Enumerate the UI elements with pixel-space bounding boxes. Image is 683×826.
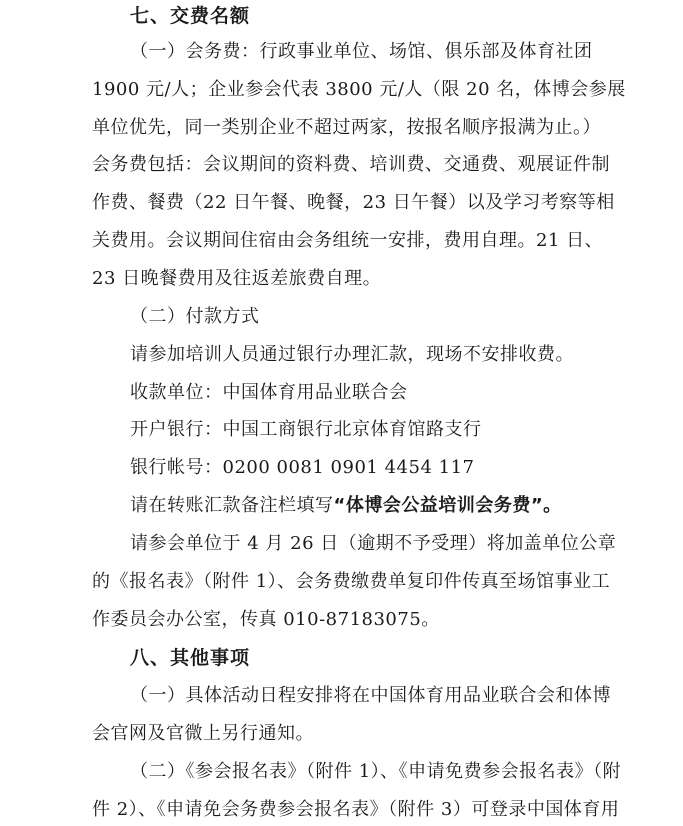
section-8-heading: 八、其他事项 [130, 647, 251, 669]
deadline-line-3: 作委员会办公室，传真 010-87183075。 [92, 609, 440, 630]
payment-line-1: 请参加培训人员通过银行办理汇款，现场不安排收费。 [130, 344, 574, 365]
section-7-heading: 七、交费名额 [130, 5, 251, 27]
fee-line-2: 1900 元/人；企业参会代表 3800 元/人（限 20 名，体博会参展 [92, 79, 626, 100]
deadline-line-2: 的《报名表》（附件 1）、会务费缴费单复印件传真至场馆事业工 [92, 571, 611, 592]
fee-line-4: 会务费包括：会议期间的资料费、培训费、交通费、观展证件制 [92, 154, 610, 175]
account-line: 银行帐号：0200 0081 0901 4454 117 [130, 457, 475, 478]
fee-line-7: 23 日晚餐费用及往返差旅费自理。 [92, 268, 382, 289]
remark-line [130, 494, 562, 518]
payment-method-heading: （二）付款方式 [130, 306, 260, 327]
other-item-2-line-1: （二）《参会报名表》（附件 1）、《申请免费参会报名表》（附 [130, 761, 622, 782]
remark-prefix: 请在转账汇款备注栏填写 [130, 495, 334, 516]
bank-line: 开户银行：中国工商银行北京体育馆路支行 [130, 419, 482, 440]
fee-line-5: 作费、餐费（22 日午餐、晚餐，23 日午餐）以及学习考察等相 [92, 192, 615, 213]
payee-line: 收款单位：中国体育用品业联合会 [130, 382, 408, 403]
remark-bold-text: “体博会公益培训会务费”。 [333, 495, 562, 516]
other-item-1-line-1: （一）具体活动日程安排将在中国体育用品业联合会和体博 [130, 685, 611, 706]
other-item-1-line-2: 会官网及官微上另行通知。 [92, 723, 314, 744]
fee-line-6: 关费用。会议期间住宿由会务组统一安排，费用自理。21 日、 [92, 230, 604, 251]
fee-line-3: 单位优先，同一类别企业不超过两家，按报名顺序报满为止。） [92, 117, 601, 138]
fee-line-1: （一）会务费：行政事业单位、场馆、俱乐部及体育社团 [130, 41, 593, 62]
other-item-2-line-2: 件 2）、《申请免会务费参会报名表》（附件 3）可登录中国体育用 [92, 799, 620, 820]
deadline-line-1: 请参会单位于 4 月 26 日（逾期不予受理）将加盖单位公章 [130, 533, 617, 554]
